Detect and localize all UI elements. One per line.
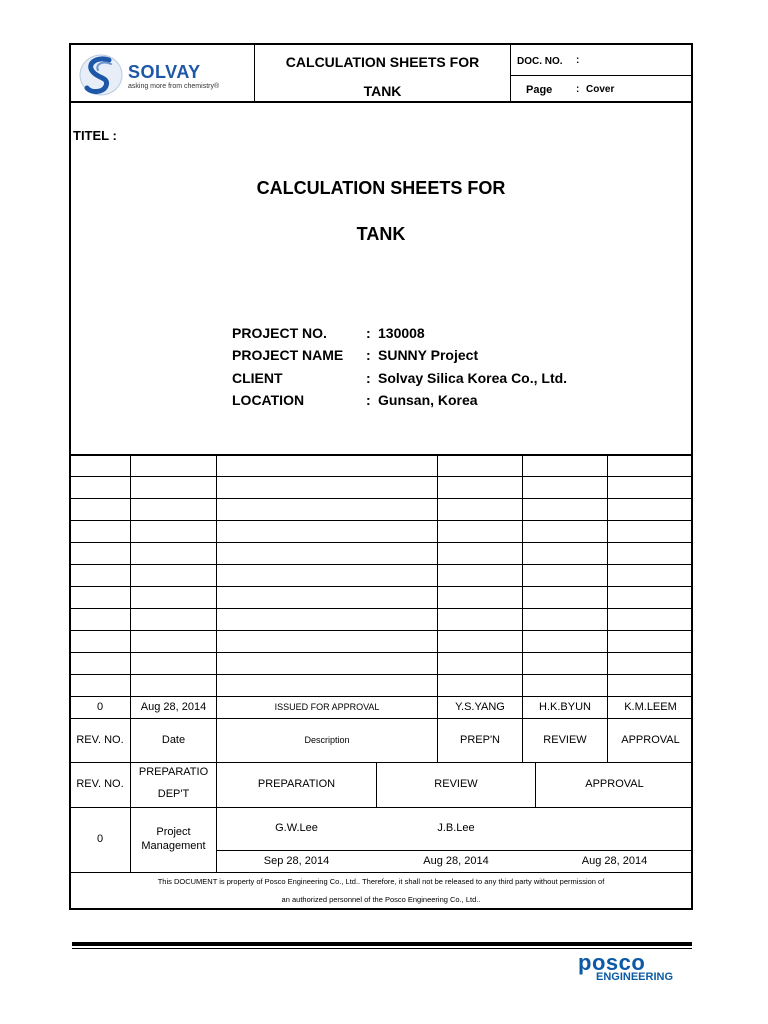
rev-line: [69, 674, 693, 675]
appr-preparation-date: Sep 28, 2014: [263, 854, 330, 867]
header-title-line2: TANK: [363, 83, 402, 99]
page-colon: :: [576, 84, 580, 95]
main-title-line2: TANK: [356, 224, 406, 244]
client-label: CLIENT: [232, 370, 283, 386]
rev-line: [69, 542, 693, 543]
solvay-logo-icon: [78, 52, 124, 98]
project-name-colon: :: [366, 347, 371, 363]
posco-logo: [578, 952, 690, 986]
appr-review-date: Aug 28, 2014: [423, 854, 489, 867]
location-value: Gunsan, Korea: [378, 392, 478, 408]
location-colon: :: [366, 392, 371, 408]
rev-header-review: REVIEW: [543, 733, 587, 746]
appr-header-approval: APPROVAL: [585, 778, 644, 791]
appr-review-name: J.B.Lee: [437, 822, 475, 834]
appr-header-review: REVIEW: [434, 778, 478, 791]
appr-header-dept-line2: DEP'T: [157, 788, 190, 800]
appr-line: [69, 807, 693, 808]
footer-note-line1: This DOCUMENT is property of Posco Engineering Co., Ltd.. Therefore, it shall not be released to any third party without permission of: [157, 877, 605, 886]
rev-line: [69, 630, 693, 631]
solvay-logo: [78, 52, 248, 96]
rev-line: [69, 520, 693, 521]
rev-header-rev: REV. NO.: [76, 733, 124, 746]
header-divider-right: [510, 43, 511, 101]
rev-line: [69, 564, 693, 565]
page-value: Cover: [586, 84, 615, 95]
appr-col-line: [130, 762, 131, 872]
header-divider-left: [254, 43, 255, 101]
doc-no-label: DOC. NO.: [517, 56, 563, 67]
solvay-logo-name: SOLVAY: [128, 62, 201, 82]
appr-approval-date: Aug 28, 2014: [581, 854, 648, 867]
location-label: LOCATION: [232, 392, 305, 408]
rev-line: [69, 498, 693, 499]
doc-no-colon: :: [576, 55, 580, 66]
project-no-colon: :: [366, 325, 371, 341]
main-title-line1: CALCULATION SHEETS FOR: [256, 178, 506, 198]
footer-note-line2: an authorized personnel of the Posco Engineering Co., Ltd..: [281, 895, 481, 904]
project-name-value: SUNNY Project: [378, 347, 479, 363]
project-name-label: PROJECT NAME: [232, 347, 344, 363]
appr-header-rev: REV. NO.: [76, 778, 124, 791]
rev-line: [69, 652, 693, 653]
appr-dept-line2: Management: [141, 840, 206, 852]
project-no-label: PROJECT NO.: [232, 325, 327, 341]
header-title-line1: CALCULATION SHEETS FOR: [285, 54, 480, 70]
rev-line: [69, 476, 693, 477]
bottom-rule: [72, 942, 692, 946]
rev-header-prepn: PREP'N: [460, 733, 500, 746]
posco-logo-name: posco: [578, 950, 646, 975]
appr-line: [69, 872, 693, 873]
rev-description-cell: ISSUED FOR APPROVAL: [274, 701, 380, 712]
appr-preparation-name: G.W.Lee: [275, 822, 318, 834]
rev-prepn-cell: Y.S.YANG: [455, 700, 505, 713]
rev-header-date: Date: [161, 733, 186, 746]
titel-label: TITEL :: [73, 128, 117, 143]
rev-cell: 0: [96, 700, 104, 713]
rev-line: [69, 454, 693, 456]
rev-header-approval: APPROVAL: [621, 733, 680, 746]
bottom-rule-thin: [72, 948, 692, 949]
header-bottom-line: [69, 101, 693, 103]
rev-review-cell: H.K.BYUN: [539, 700, 591, 713]
solvay-logo-tagline: asking more from chemistry®: [128, 83, 220, 90]
project-no-value: 130008: [378, 325, 425, 341]
rev-line: [69, 608, 693, 609]
appr-header-preparation: PREPARATION: [257, 778, 336, 791]
client-value: Solvay Silica Korea Co., Ltd.: [378, 370, 568, 386]
rev-approval-cell: K.M.LEEM: [624, 700, 677, 713]
appr-header-dept-line1: PREPARATIO: [138, 766, 209, 778]
page-label: Page: [526, 84, 553, 96]
header-docno-divider: [510, 75, 693, 76]
rev-header-description: Description: [304, 734, 350, 745]
posco-logo-sub: ENGINEERING: [596, 971, 674, 983]
rev-date-cell: Aug 28, 2014: [140, 700, 207, 713]
appr-dept-line1: Project: [156, 826, 191, 838]
appr-rev-cell: 0: [96, 833, 104, 846]
client-colon: :: [366, 370, 371, 386]
rev-line: [69, 586, 693, 587]
